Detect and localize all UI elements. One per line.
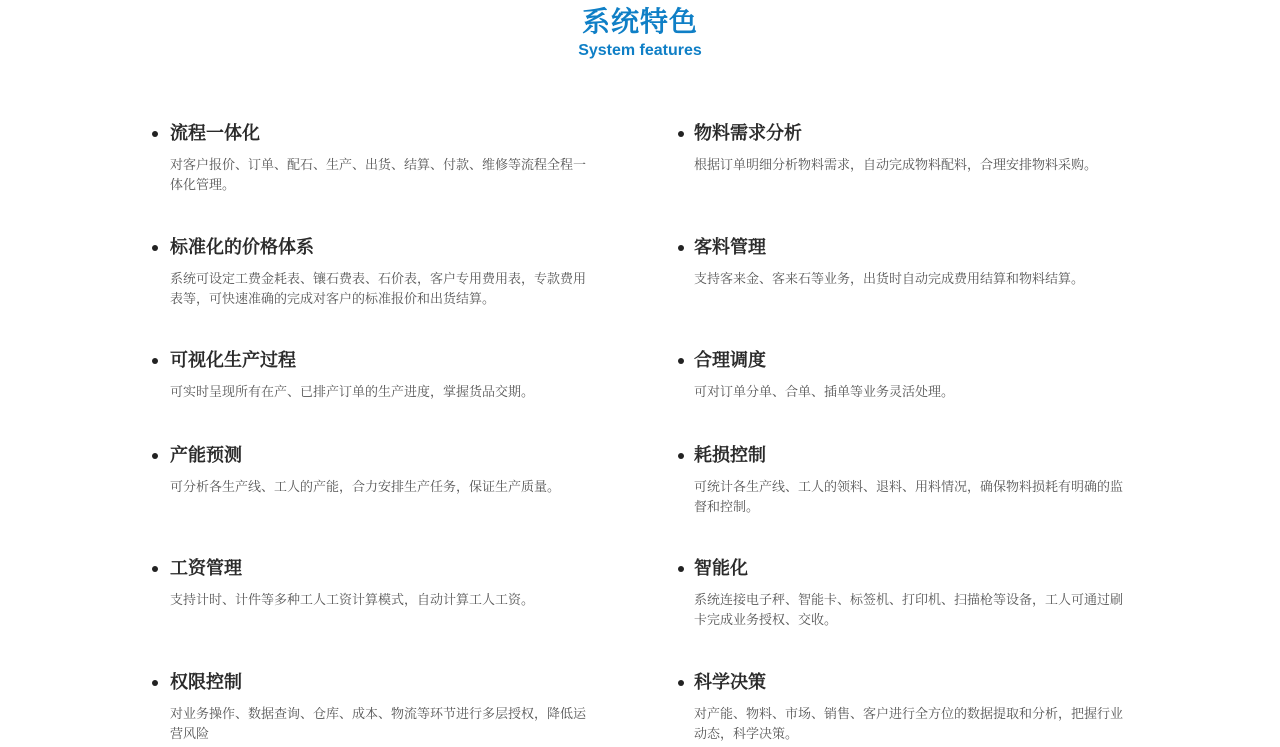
feature-item [674, 121, 1129, 176]
feature-item [150, 443, 595, 498]
feature-description: 可对订单分单、合单、插单等业务灵活处理。 [694, 385, 955, 400]
feature-title: 标准化的价格体系 [170, 237, 314, 258]
feature-item [150, 556, 595, 611]
section-subtitle: System features [578, 42, 702, 59]
feature-item [150, 348, 595, 403]
feature-description: 支持客来金、客来石等业务，出货时自动完成费用结算和物料结算。 [694, 272, 1085, 287]
feature-item [150, 235, 595, 310]
feature-item [674, 556, 1129, 631]
bullet-icon [678, 245, 684, 251]
feature-title: 流程一体化 [170, 123, 260, 144]
feature-description: 可分析各生产线、工人的产能，合力安排生产任务，保证生产质量。 [170, 480, 561, 495]
feature-item [674, 670, 1129, 745]
feature-description: 对产能、物料、市场、销售、客户进行全方位的数据提取和分析，把握行业动态，科学决策。 [694, 707, 1124, 742]
feature-description: 对客户报价、订单、配石、生产、出货、结算、付款、维修等流程全程一体化管理。 [170, 158, 587, 193]
bullet-icon [152, 245, 158, 251]
feature-description: 可统计各生产线、工人的领料、退料、用料情况，确保物料损耗有明确的监督和控制。 [694, 480, 1124, 515]
bullet-icon [152, 453, 158, 459]
feature-title: 客料管理 [694, 237, 766, 258]
feature-description: 对业务操作、数据查询、仓库、成本、物流等环节进行多层授权，降低运营风险 [170, 707, 587, 742]
bullet-icon [678, 680, 684, 686]
feature-title: 产能预测 [170, 445, 242, 466]
feature-description: 可实时呈现所有在产、已排产订单的生产进度，掌握货品交期。 [170, 385, 535, 400]
bullet-icon [678, 566, 684, 572]
bullet-icon [152, 680, 158, 686]
feature-title: 工资管理 [170, 558, 242, 579]
feature-description: 支持计时、计件等多种工人工资计算模式，自动计算工人工资。 [170, 593, 535, 608]
bullet-icon [678, 358, 684, 364]
bullet-icon [152, 358, 158, 364]
bullet-icon [152, 131, 158, 137]
section-title: 系统特色 [581, 5, 698, 38]
feature-title: 科学决策 [694, 672, 766, 693]
feature-title: 智能化 [694, 558, 748, 579]
section-header [0, 4, 1280, 61]
feature-title: 可视化生产过程 [170, 350, 296, 371]
feature-item [674, 348, 1129, 403]
feature-title: 权限控制 [170, 672, 242, 693]
feature-description: 系统可设定工费金耗表、镶石费表、石价表，客户专用费用表，专款费用表等，可快速准确的完成对客户的标准报价和出货结算。 [170, 272, 587, 307]
bullet-icon [152, 566, 158, 572]
feature-title: 耗损控制 [694, 445, 766, 466]
feature-item [150, 121, 595, 196]
feature-item [674, 235, 1129, 290]
bullet-icon [678, 131, 684, 137]
feature-description: 根据订单明细分析物料需求，自动完成物料配料，合理安排物料采购。 [694, 158, 1098, 173]
bullet-icon [678, 453, 684, 459]
feature-item [674, 443, 1129, 518]
feature-description: 系统连接电子秤、智能卡、标签机、打印机、扫描枪等设备，工人可通过刷卡完成业务授权、交收。 [694, 593, 1124, 628]
feature-title: 合理调度 [694, 350, 766, 371]
feature-item [150, 670, 595, 745]
feature-title: 物料需求分析 [694, 123, 802, 144]
